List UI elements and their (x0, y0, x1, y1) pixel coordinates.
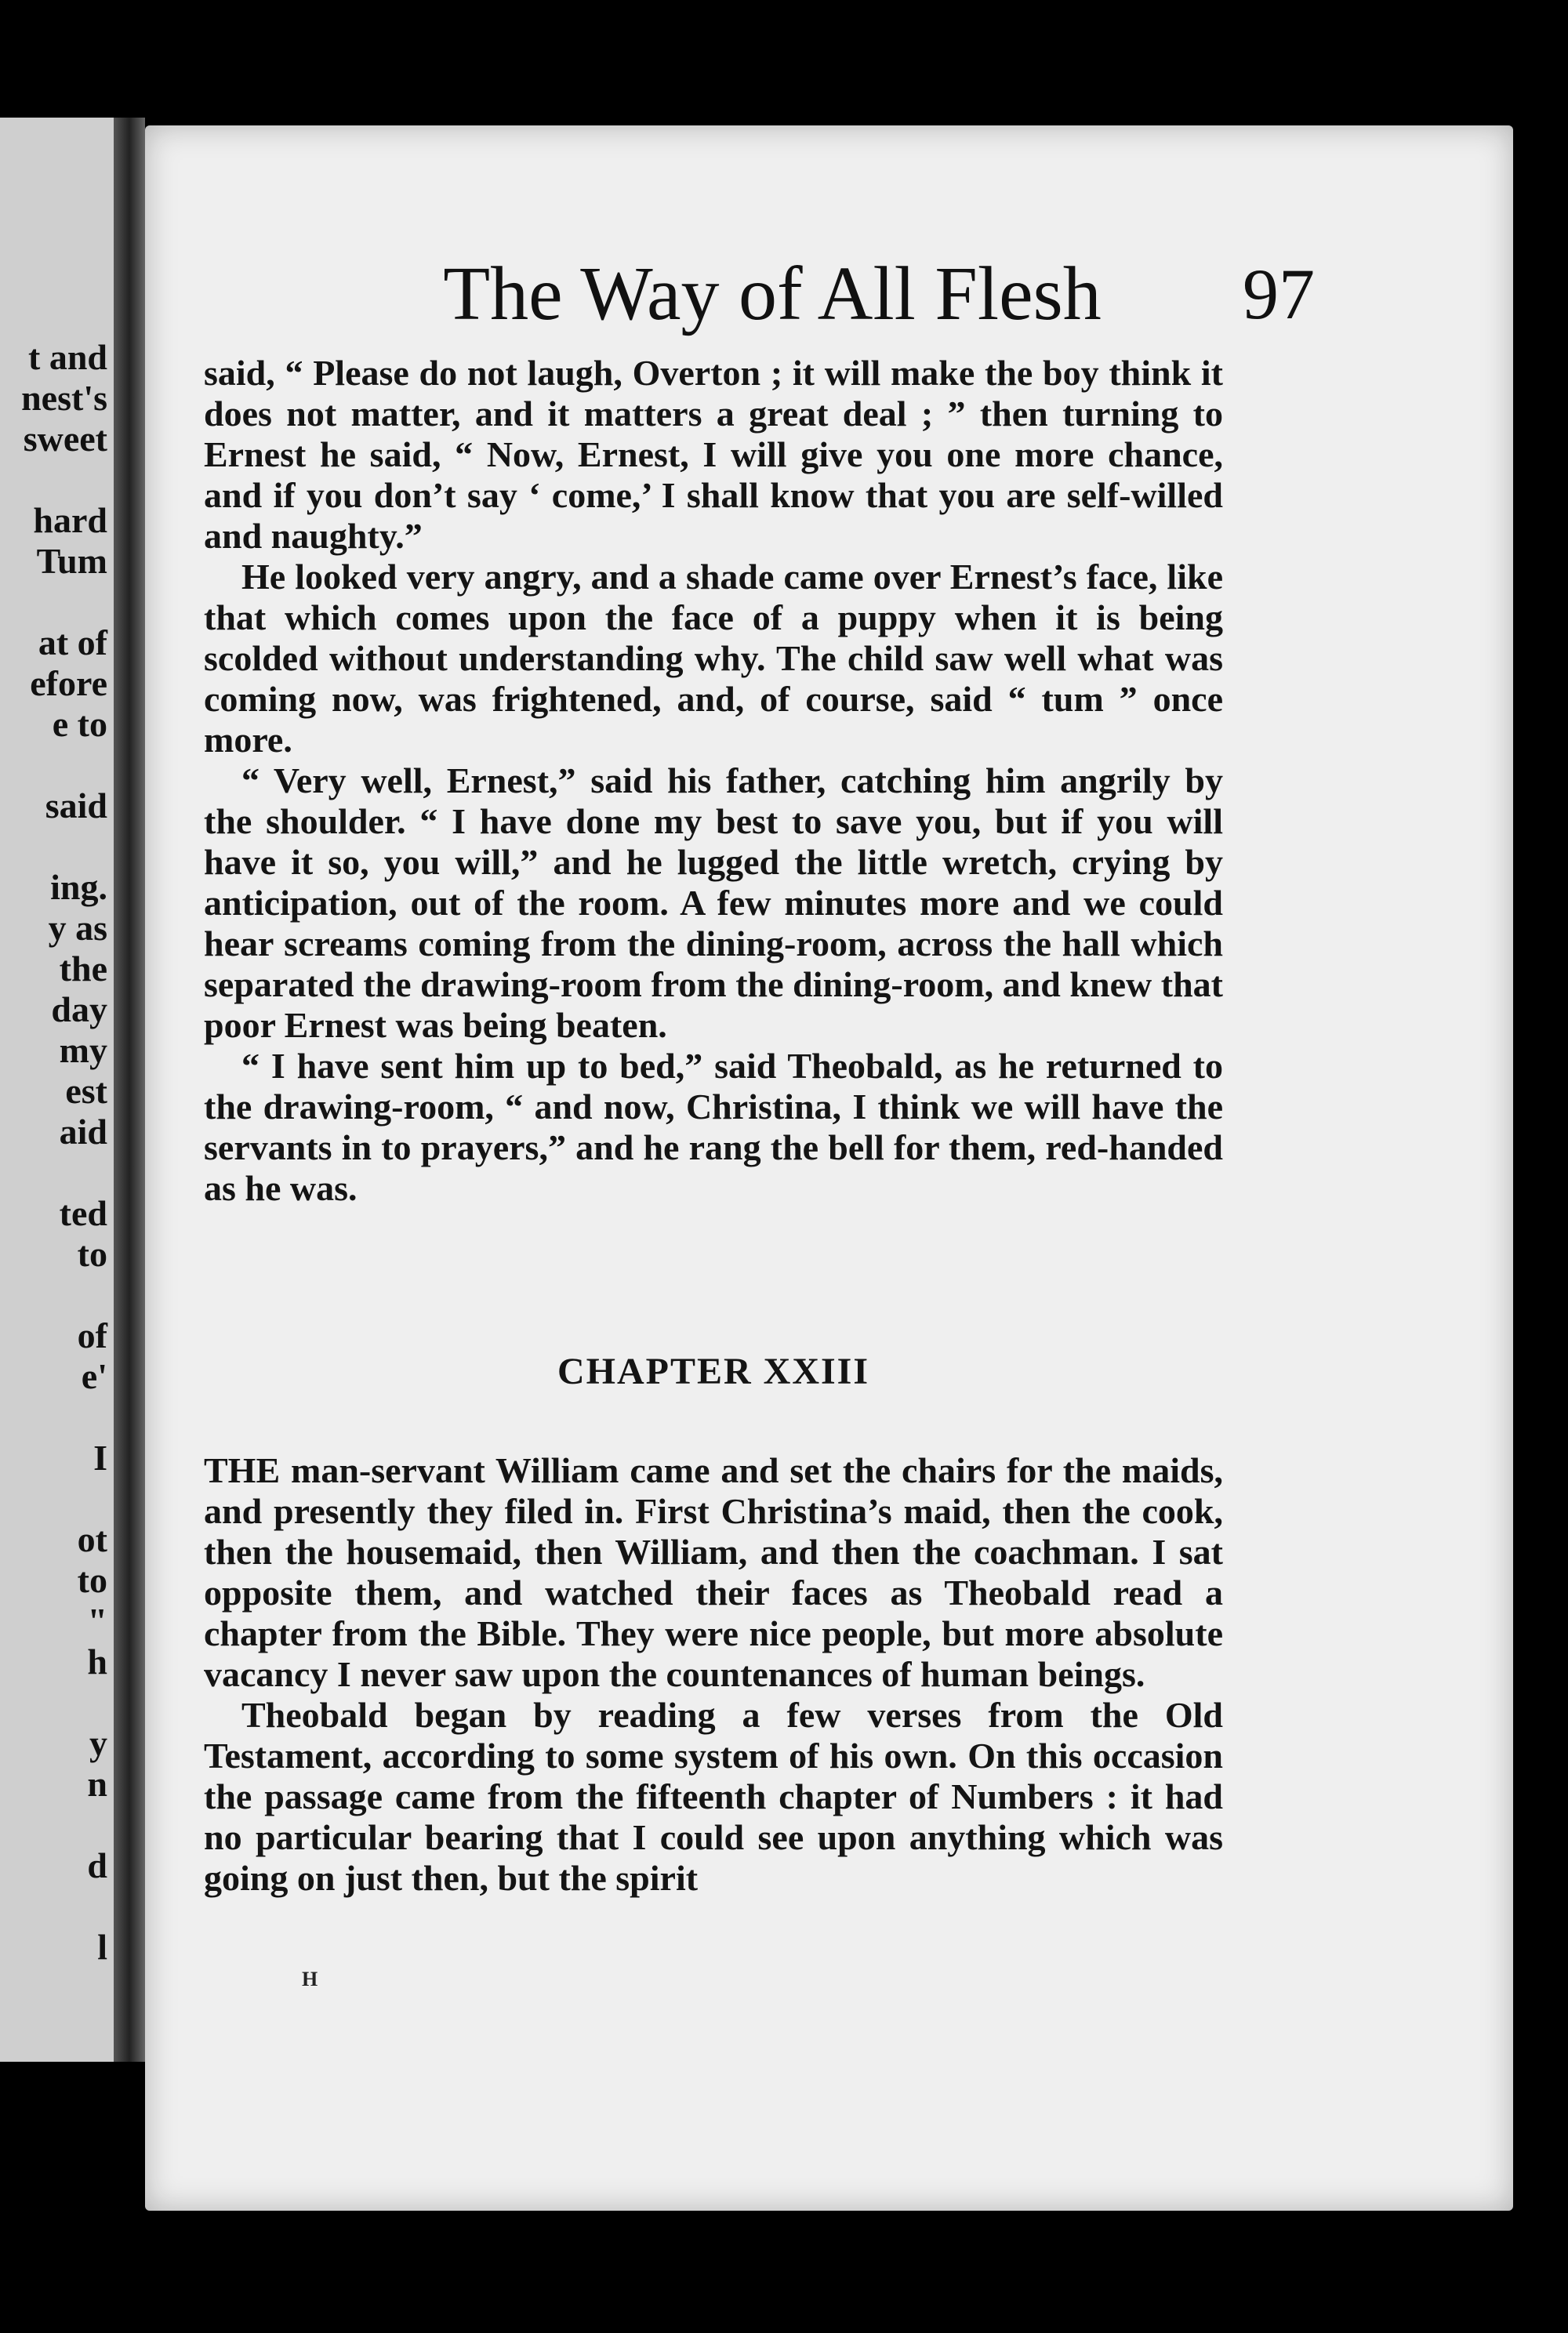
left-fragment: d (87, 1845, 107, 1885)
left-fragment (0, 745, 107, 786)
left-fragment: aid (59, 1112, 107, 1152)
left-fragment: efore (30, 663, 107, 703)
left-fragment (0, 1805, 107, 1845)
paragraph: He looked very angry, and a shade came over Ernest’s face, like that which comes upon the face of a puppy when it is being scolded without understanding why. The child saw well what was coming now, was frightened, and, of course, said “ tum ” once more. (204, 557, 1223, 760)
left-fragment: at of (38, 622, 107, 662)
paragraph: THE man-servant William came and set the chairs for the maids, and presently they filed in. First Christina’s maid, then the cook, then the housemaid, then William, and then the coachman. I sat opposite them, and watched their faces as Theobald read a chapter from the Bible. They were nice people, but more absolute vacancy I never saw upon the countenances of human beings. (204, 1450, 1223, 1694)
left-fragment: Tum (36, 541, 107, 581)
signature-mark: H (302, 1968, 318, 1990)
left-fragment (0, 1275, 107, 1315)
left-fragment: I (93, 1438, 107, 1478)
left-fragment: said (45, 786, 107, 825)
left-fragment (0, 1397, 107, 1438)
left-fragment: y (89, 1723, 107, 1763)
left-fragment (0, 1886, 107, 1927)
left-fragment: to (77, 1234, 107, 1274)
book-gutter (114, 118, 145, 2062)
left-fragment: est (65, 1071, 107, 1111)
left-fragment: day (51, 989, 107, 1029)
paragraph: “ Very well, Ernest,” said his father, catching him angrily by the shoulder. “ I have done my best to save you, but if you will have it so, you will,” and he lugged the little wretch, crying by anticipation, out of the room. A few minutes more and we could hear screams coming from the dining-room, across the hall which separated the drawing-room from the dining-room, and knew that poor Ernest was being beaten. (204, 760, 1223, 1045)
left-fragment: ing. (50, 867, 107, 907)
left-page-edge (0, 118, 114, 2062)
left-fragment: ot (77, 1519, 107, 1559)
left-fragment: n (87, 1764, 107, 1804)
left-fragment (0, 1682, 107, 1723)
left-fragment: e to (52, 704, 107, 744)
left-fragment: t and (28, 337, 107, 377)
left-fragment: sweet (23, 419, 107, 459)
running-head (145, 243, 1513, 345)
chapter-heading: CHAPTER XXIII (557, 1351, 870, 1392)
left-fragment: h (87, 1642, 107, 1682)
paragraph: said, “ Please do not laugh, Overton ; it will make the boy think it does not matter, and it matters a great deal ; ” then turning to Ernest he said, “ Now, Ernest, I will give you one more chance, and if you don’t say ‘ come,’ I shall know that you are self-willed and naughty.” (204, 353, 1223, 556)
left-fragment: l (97, 1927, 107, 1967)
left-fragment: hard (33, 500, 107, 540)
left-fragment: of (77, 1315, 107, 1355)
page-number: 97 (1243, 254, 1315, 334)
left-fragment: the (59, 949, 107, 989)
left-fragment (0, 1479, 107, 1519)
left-page-text-fragments (0, 337, 107, 1968)
left-fragment (0, 459, 107, 500)
left-fragment (0, 582, 107, 622)
left-fragment (0, 826, 107, 867)
left-fragment: " (87, 1601, 107, 1641)
book-title: The Way of All Flesh (443, 252, 1102, 336)
paragraph: “ I have sent him up to bed,” said Theobald, as he returned to the drawing-room, “ and now, Christina, I think we will have the servants in to prayers,” and he rang the bell for them, red-handed as he was. (204, 1046, 1223, 1208)
left-fragment: e' (81, 1356, 107, 1396)
text-block (204, 353, 1223, 1899)
left-fragment (0, 1152, 107, 1193)
left-fragment: to (77, 1560, 107, 1600)
paragraph: Theobald began by reading a few verses from the Old Testament, according to some system of his own. On this occasion the passage came from the fifteenth chapter of Numbers : it had no particular bearing that I could see upon anything which was going on just then, but the spirit (204, 1695, 1223, 1898)
book-page (145, 125, 1513, 2211)
left-fragment: my (59, 1030, 107, 1070)
left-fragment: ted (59, 1193, 107, 1233)
left-fragment: nest's (21, 378, 107, 418)
left-fragment: y as (48, 908, 107, 948)
